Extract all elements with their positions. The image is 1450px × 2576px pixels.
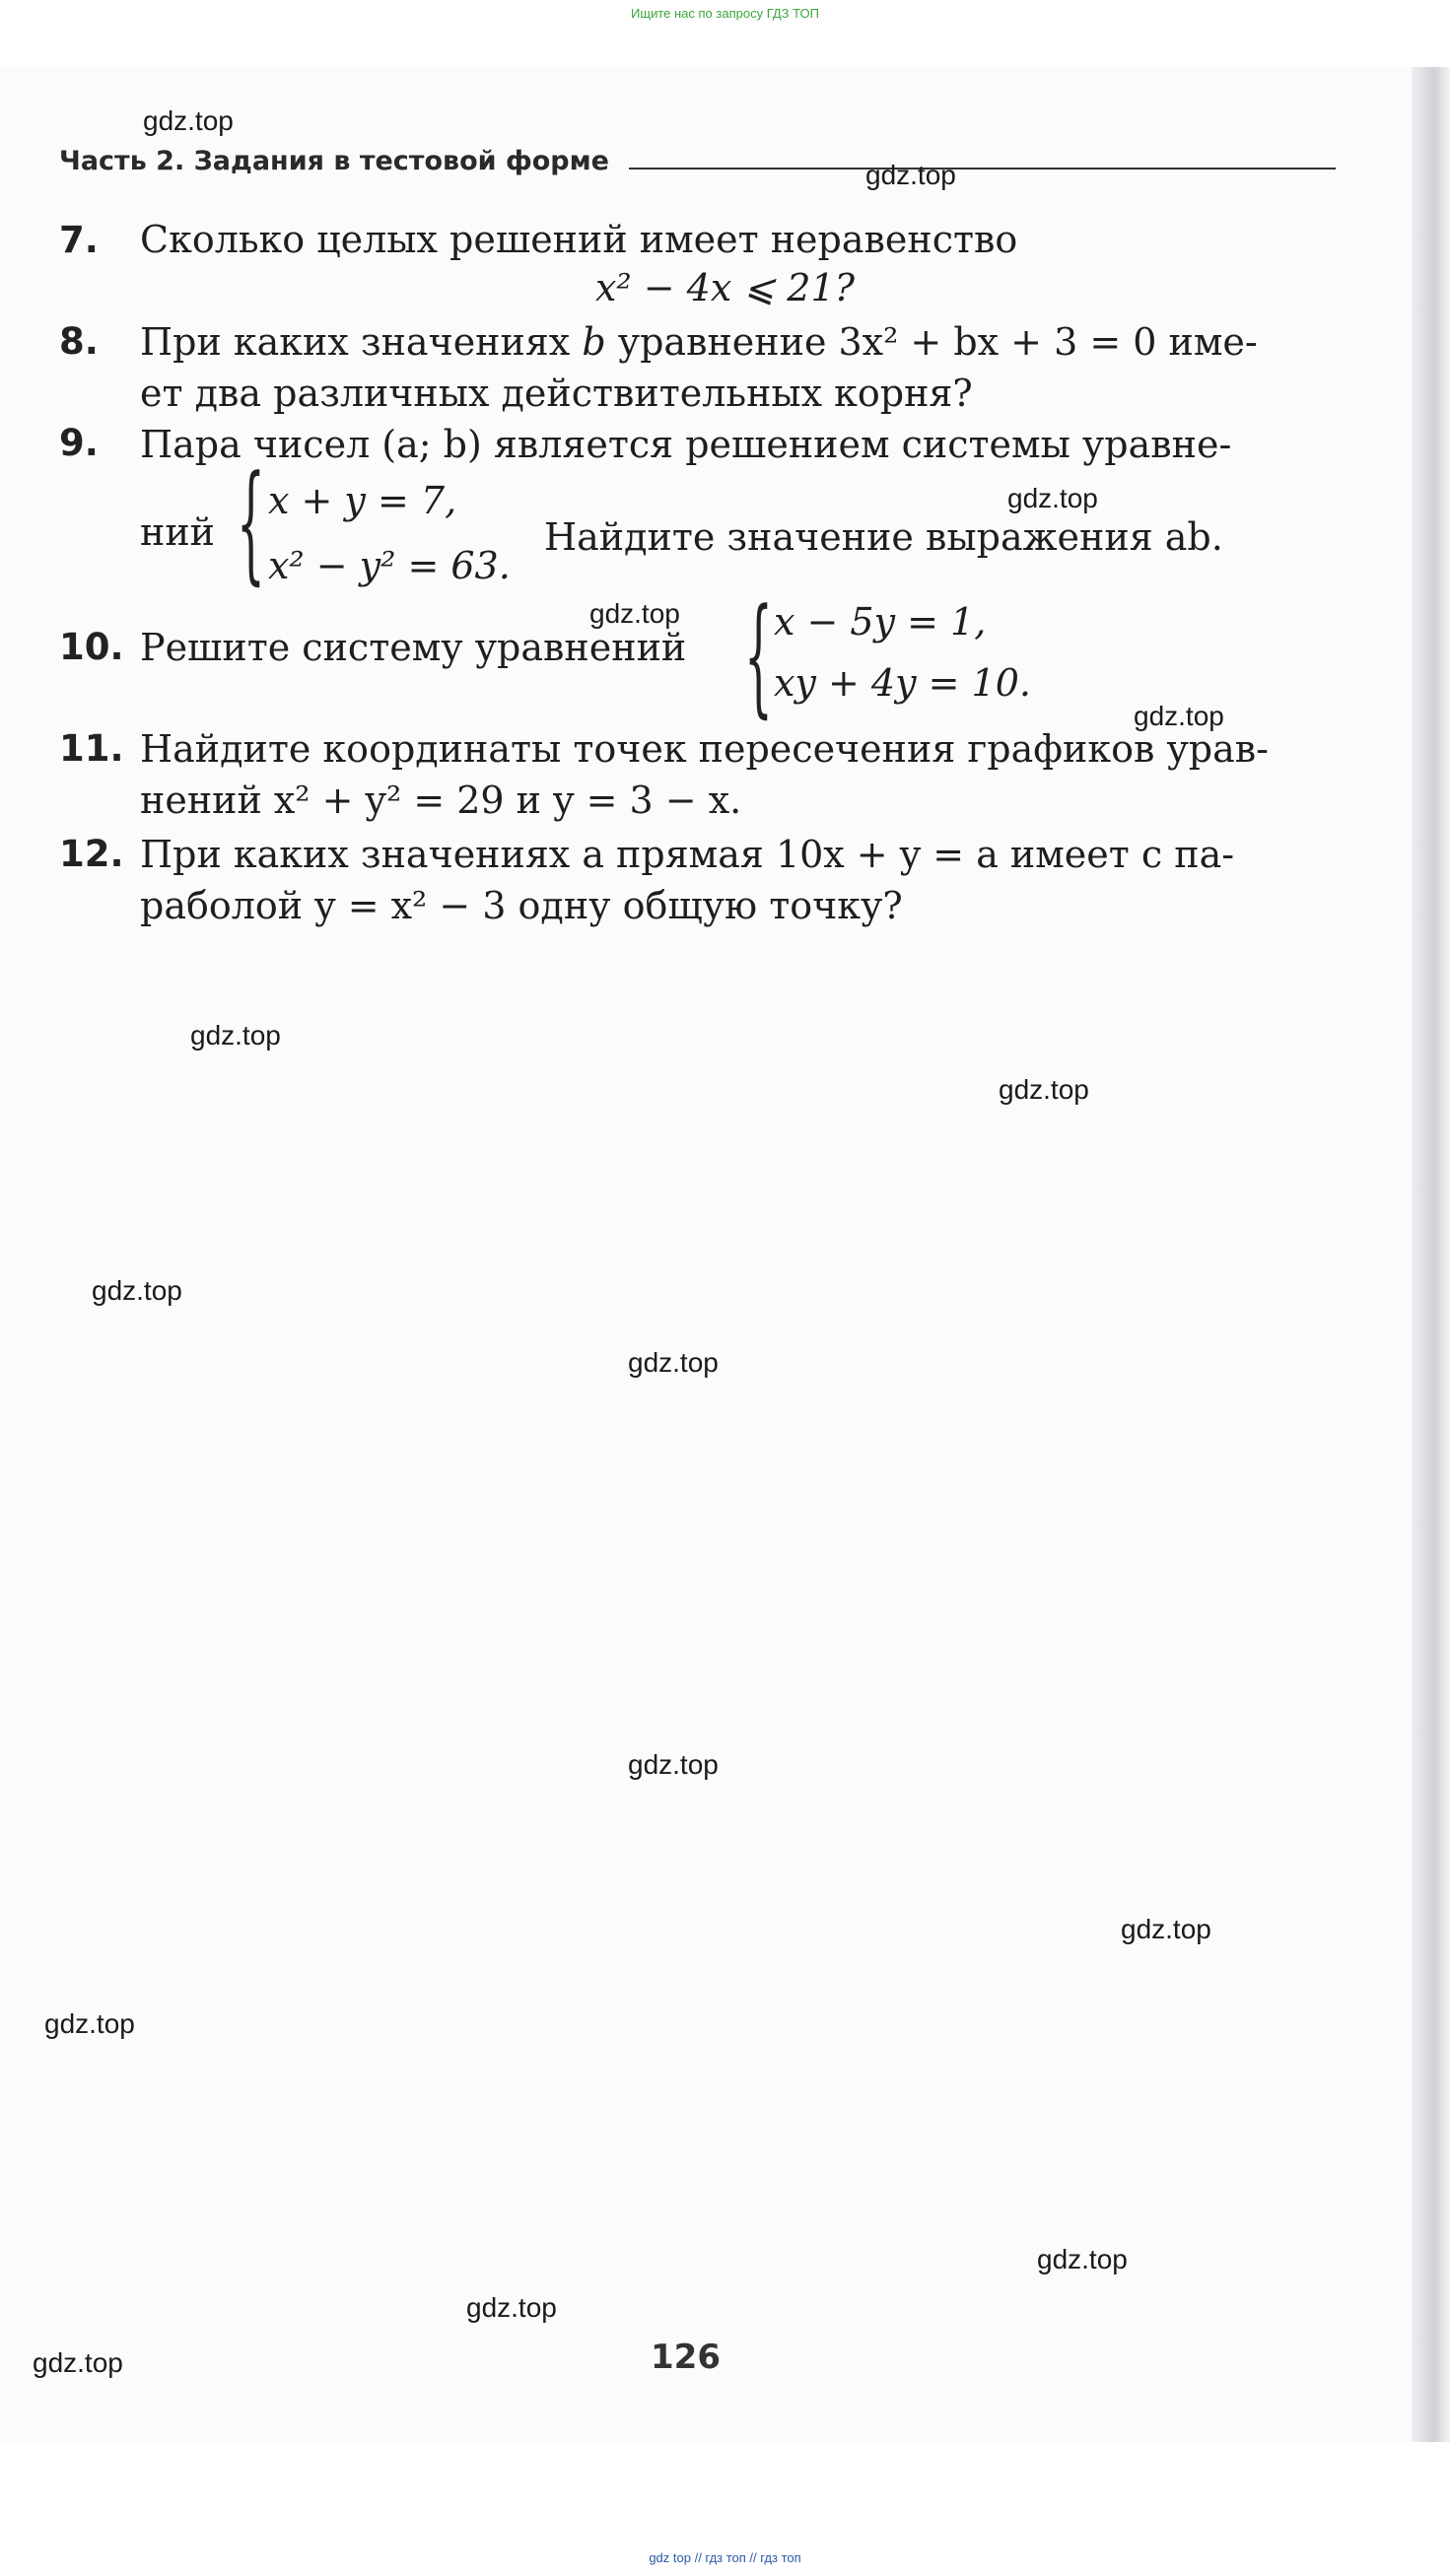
watermark: gdz.top — [865, 160, 956, 190]
watermark: gdz.top — [466, 2292, 557, 2323]
problem-8-number: 8. — [59, 320, 99, 363]
problem-11-number: 11. — [59, 727, 124, 770]
problem-9-eq-1: x + y = 7, — [268, 479, 457, 522]
problem-8-line-2: ет два различных действительных корня? — [140, 372, 973, 415]
problem-12-line-2: раболой y = x² − 3 одну общую точку? — [140, 884, 903, 927]
watermark: gdz.top — [628, 1347, 719, 1378]
bottom-banner[interactable]: gdz top // гдз топ // гдз топ — [649, 2550, 801, 2565]
watermark: gdz.top — [1134, 701, 1224, 731]
problem-12-line-1: При каких значениях a прямая 10x + y = a имеет с па- — [140, 833, 1235, 876]
header-rule — [629, 168, 1336, 169]
watermark: gdz.top — [44, 2008, 135, 2039]
problem-11-line-2: нений x² + y² = 29 и y = 3 − x. — [140, 779, 742, 822]
problem-9-tail: Найдите значение выражения ab. — [544, 515, 1223, 559]
system-brace: { — [237, 447, 265, 597]
system-brace: { — [744, 580, 773, 730]
watermark: gdz.top — [190, 1020, 281, 1051]
watermark: gdz.top — [999, 1074, 1089, 1105]
watermark: gdz.top — [1007, 483, 1098, 513]
problem-12-number: 12. — [59, 833, 124, 875]
problem-9-eq-2: x² − y² = 63. — [268, 544, 511, 587]
page-edge — [1412, 67, 1450, 2442]
watermark: gdz.top — [143, 105, 234, 136]
problem-7-text: Сколько целых решений имеет неравенство — [140, 218, 1018, 261]
problem-10-eq-1: x − 5y = 1, — [774, 600, 987, 644]
watermark: gdz.top — [92, 1275, 182, 1306]
problem-7-formula: x² − 4x ⩽ 21? — [595, 266, 855, 309]
watermark: gdz.top — [33, 2347, 123, 2378]
problem-10-eq-2: xy + 4y = 10. — [774, 661, 1031, 705]
section-title: Часть 2. Задания в тестовой форме — [59, 146, 609, 176]
watermark: gdz.top — [628, 1749, 719, 1780]
problem-9-prefix: ний — [140, 510, 215, 554]
page-number: 126 — [651, 2338, 721, 2377]
problem-9-line-1: Пара чисел (a; b) является решением системы уравне- — [140, 423, 1232, 466]
watermark: gdz.top — [1037, 2244, 1128, 2274]
watermark: gdz.top — [589, 598, 680, 629]
watermark: gdz.top — [1121, 1914, 1211, 1944]
section-header — [59, 146, 1336, 185]
top-banner[interactable]: Ищите нас по запросу ГДЗ ТОП — [631, 6, 819, 21]
problem-10-number: 10. — [59, 626, 124, 668]
problem-9-number: 9. — [59, 422, 99, 464]
problem-8-line-1: При каких значениях b уравнение 3x² + bx + 3 = 0 име- — [140, 320, 1258, 364]
problem-11-line-1: Найдите координаты точек пересечения графиков урав- — [140, 727, 1270, 771]
problem-7-number: 7. — [59, 219, 99, 261]
problem-10-text: Решите систему уравнений — [140, 626, 687, 669]
